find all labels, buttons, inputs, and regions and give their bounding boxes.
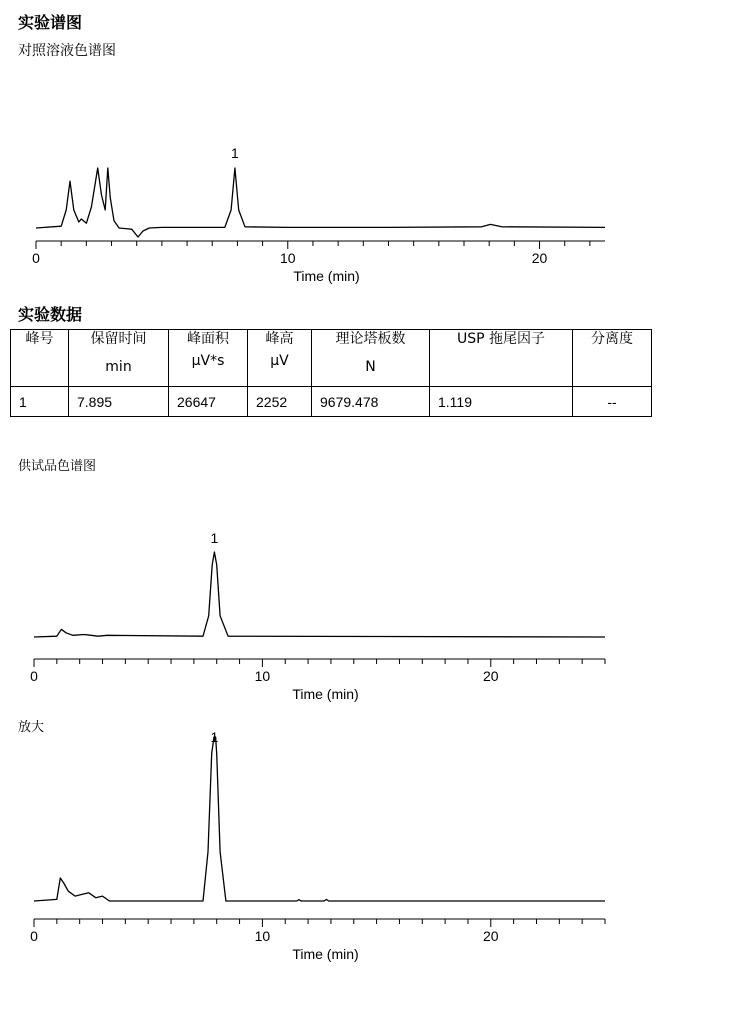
header-retention-time: 保留时间 min [69,330,169,387]
table-header-row [11,330,652,387]
results-table [10,329,652,417]
sample-chart-svg [0,525,737,710]
table-title: 实验数据 [18,305,83,324]
chromatogram-trace [36,168,605,237]
x-tick-label: 20 [483,928,499,944]
x-tick-label: 20 [531,250,548,266]
header-tailing-factor: USP 拖尾因子 [430,330,573,387]
x-axis-label: Time (min) [292,946,359,962]
cell-peak-area: 26647 [169,387,248,417]
x-axis-label: Time (min) [292,686,359,702]
x-tick-label: 0 [30,668,38,684]
x-tick-label: 0 [30,928,38,944]
x-tick-label: 20 [483,668,499,684]
chromatogram-trace [34,737,605,901]
reference-chart-svg [0,140,737,290]
x-tick-label: 0 [32,250,40,266]
table-row [11,387,652,417]
cell-theoretical-plates: 9679.478 [312,387,430,417]
header-resolution: 分离度 [573,330,652,387]
reference-chromatogram-title: 对照溶液色谱图 [18,43,116,59]
x-tick-label: 10 [254,928,271,944]
cell-retention-time: 7.895 [69,387,169,417]
header-peak-area: 峰面积 μV*s [169,330,248,387]
chromatogram-trace [34,552,605,637]
zoom-chromatogram [0,725,737,970]
sample-chromatogram [0,525,737,710]
reference-chromatogram [0,140,737,290]
zoom-chromatogram-title: 放大 [18,720,45,735]
cell-peak-height: 2252 [248,387,312,417]
sample-chromatogram-title: 供试品色谱图 [18,459,97,474]
peak-label: 1 [210,530,219,546]
cell-peak-no: 1 [11,387,69,417]
header-peak-height: 峰高 μV [248,330,312,387]
cell-tailing-factor: 1.119 [430,387,573,417]
cell-resolution: -- [573,387,652,417]
zoom-chart-svg [0,725,737,970]
peak-label: 1 [230,145,239,161]
x-tick-label: 10 [279,250,296,266]
x-axis-label: Time (min) [293,268,360,284]
report-title: 实验谱图 [18,13,83,32]
header-theoretical-plates: 理论塔板数 N [312,330,430,387]
header-peak-no: 峰号 [11,330,69,387]
peak-label: 1 [210,729,219,745]
x-tick-label: 10 [254,668,271,684]
